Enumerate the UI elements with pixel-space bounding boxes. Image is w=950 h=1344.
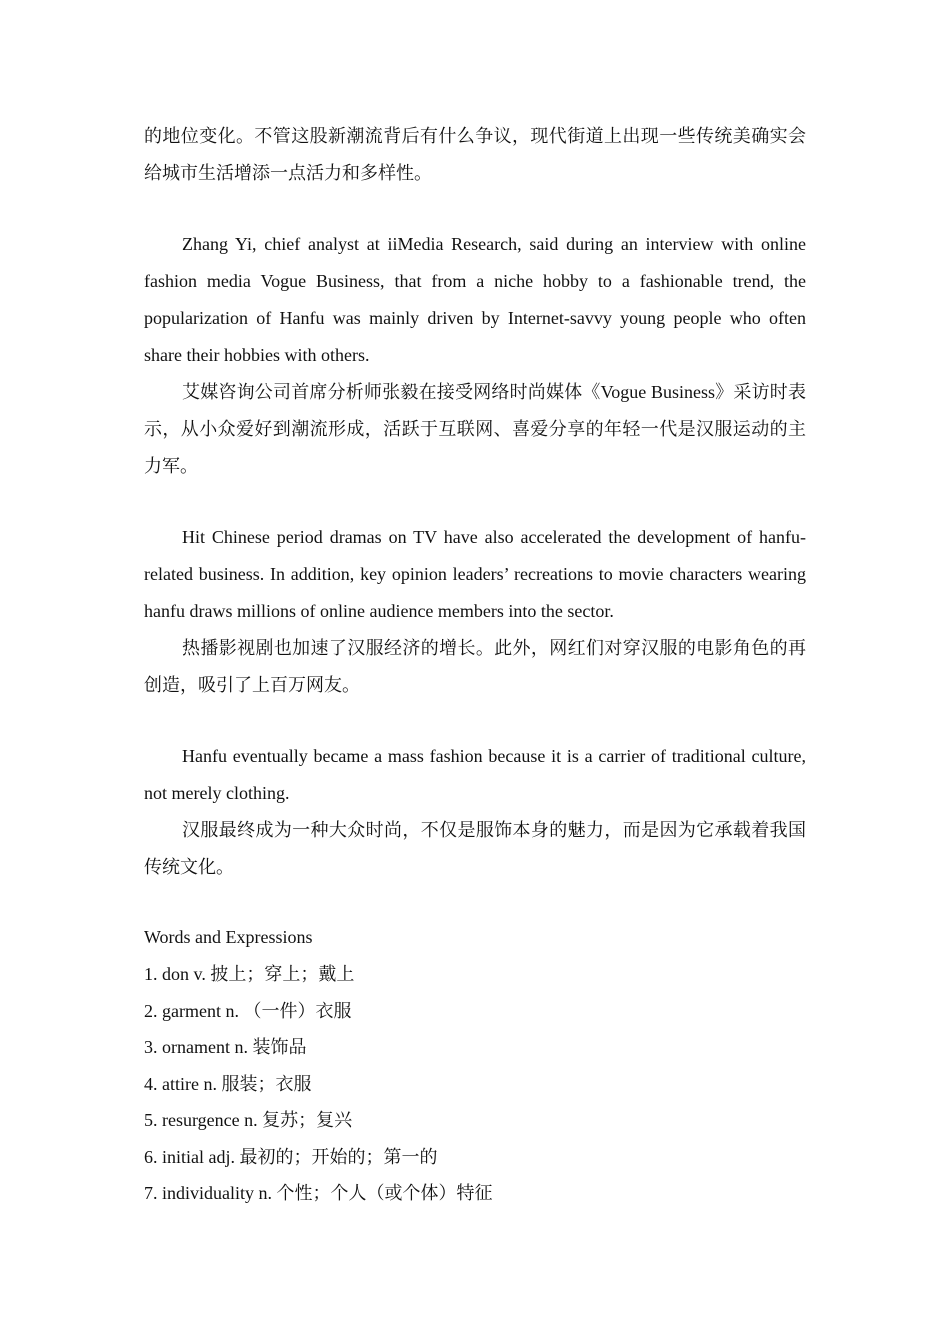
paragraph-gap <box>144 886 806 919</box>
paragraph-english-2: Hit Chinese period dramas on TV have also accelerated the development of hanfu-related business. In addition, key opinion leaders’ recreations to movie characters wearing hanfu draws millions of online audience members into the sector. <box>144 527 806 621</box>
paragraph-english-1: Zhang Yi, chief analyst at iiMedia Research, said during an interview with online fashion media Vogue Business, that from a niche hobby to a fashionable trend, the popularization of Hanfu was mainly driven by Internet-savvy young people who often share their hobbies with others. <box>144 234 806 365</box>
vocabulary-item: 4. attire n. 服装；衣服 <box>144 1073 312 1094</box>
paragraph-chinese-3: 汉服最终成为一种大众时尚，不仅是服饰本身的魅力，而是因为它承载着我国传统文化。 <box>144 820 806 877</box>
paragraph-chinese-1: 艾媒咨询公司首席分析师张毅在接受网络时尚媒体《Vogue Business》采访时表示，从小众爱好到潮流形成，活跃于互联网、喜爱分享的年轻一代是汉服运动的主力军。 <box>144 382 806 476</box>
vocabulary-title: Words and Expressions <box>144 927 313 947</box>
document-page <box>144 118 806 1212</box>
paragraph-gap <box>144 192 806 226</box>
vocabulary-item: 6. initial adj. 最初的；开始的；第一的 <box>144 1146 438 1167</box>
vocabulary-list <box>144 956 806 1212</box>
paragraph-english-3: Hanfu eventually became a mass fashion because it is a carrier of traditional culture, not merely clothing. <box>144 746 806 803</box>
paragraph-chinese-continuation: 的地位变化。不管这股新潮流背后有什么争议，现代街道上出现一些传统美确实会给城市生活增添一点活力和多样性。 <box>144 126 806 183</box>
paragraph-gap <box>144 485 806 519</box>
vocabulary-item: 3. ornament n. 装饰品 <box>144 1037 307 1057</box>
vocabulary-item: 5. resurgence n. 复苏；复兴 <box>144 1110 353 1130</box>
vocabulary-item: 2. garment n. （一件）衣服 <box>144 1000 352 1021</box>
vocabulary-item: 1. don v. 披上；穿上；戴上 <box>144 964 355 984</box>
vocabulary-item: 7. individuality n. 个性；个人（或个体）特征 <box>144 1183 493 1203</box>
paragraph-gap <box>144 704 806 738</box>
paragraph-chinese-2: 热播影视剧也加速了汉服经济的增长。此外，网红们对穿汉服的电影角色的再创造，吸引了上百万网友。 <box>144 638 806 695</box>
